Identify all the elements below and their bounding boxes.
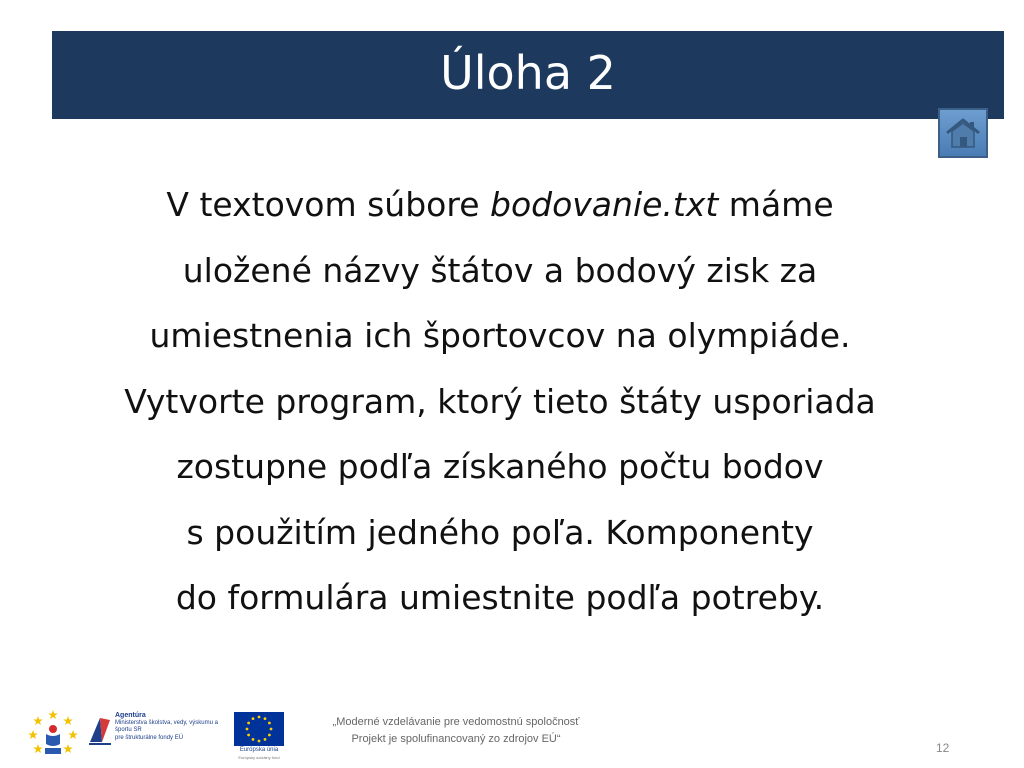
text-line-3: umiestnenia ich športovcov na olympiáde.: [149, 316, 851, 355]
footer-quote-line-2: Projekt je spolufinancovaný zo zdrojov EÚ“: [351, 733, 561, 745]
file-name: bodovanie.txt: [490, 185, 719, 224]
text-line-2: uložené názvy štátov a bodový zisk za: [182, 250, 818, 290]
task-description: [60, 172, 940, 631]
text-line-7: do formulára umiestnite podľa potreby.: [175, 578, 825, 617]
footer-quote: [296, 714, 616, 748]
agency-line-1: Ministerstva školstva, vedy, výskumu a športu SR: [115, 719, 218, 733]
home-icon: [944, 116, 982, 150]
agency-line-2: pre štrukturálne fondy EÚ: [115, 734, 184, 741]
footer: [0, 700, 1024, 768]
text-line-6: s použitím jedného poľa. Komponenty: [186, 512, 814, 552]
text-line-1: V textovom súbore bodovanie.txt máme: [166, 185, 834, 224]
eu-caption: Európska únia: [239, 747, 279, 753]
page-number: 12: [936, 741, 950, 755]
text-line-4: Vytvorte program, ktorý tieto štáty usporiada: [124, 381, 876, 421]
text-line-5: zostupne podľa získaného počtu bodov: [176, 447, 824, 486]
eu-subcaption: Európsky sociálny fond: [238, 755, 280, 760]
agency-title: Agentúra: [115, 712, 146, 719]
esf-logo: [28, 708, 78, 760]
home-button[interactable]: [938, 108, 988, 158]
book-logo-icon: [88, 712, 112, 748]
esf-emblem-icon: [28, 708, 78, 760]
eu-logo: [234, 712, 284, 760]
eu-flag-icon: [234, 712, 284, 746]
slide-title: Úloha 2: [440, 46, 616, 100]
agency-logo: [88, 712, 224, 752]
footer-quote-line-1: „Moderné vzdelávanie pre vedomostnú spoločnosť: [332, 716, 580, 728]
title-bar: [52, 31, 1004, 119]
